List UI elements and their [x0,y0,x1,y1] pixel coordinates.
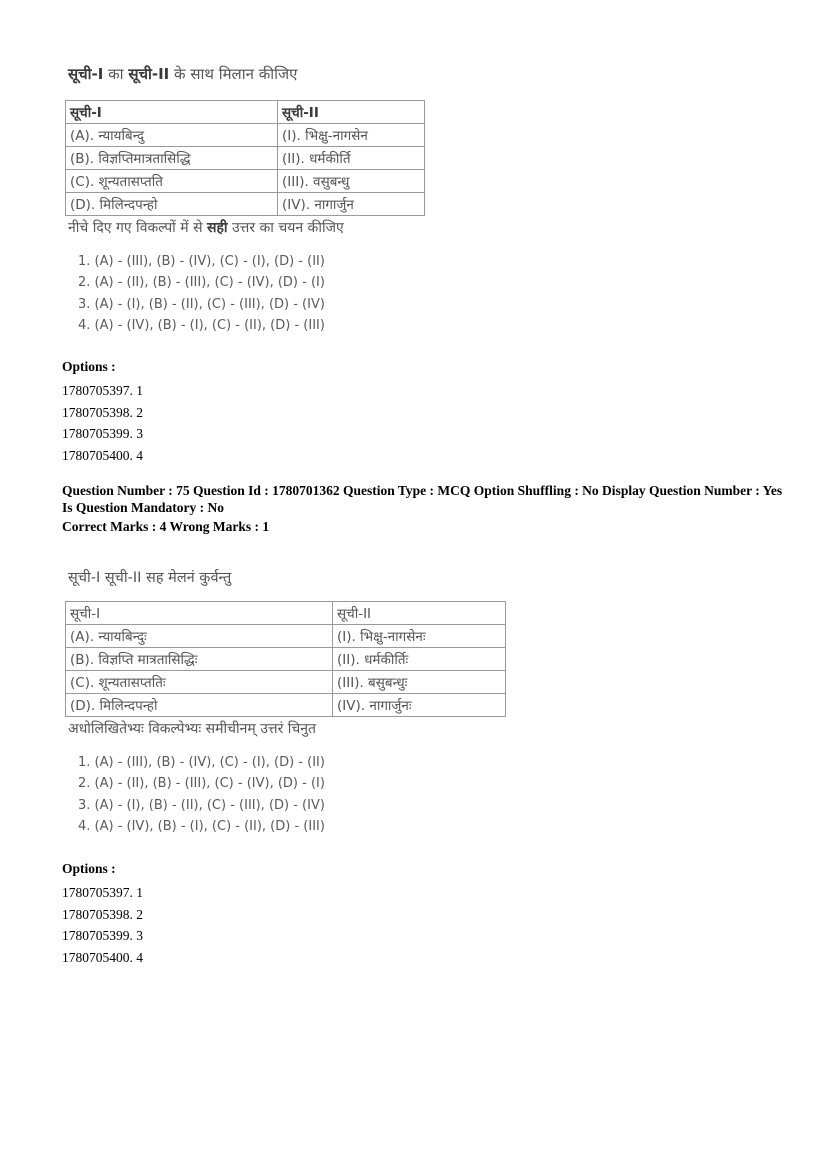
choice-line: 4. (A) - (IV), (B) - (I), (C) - (II), (D) - (III) [78,317,325,333]
match-table-sanskrit [65,601,506,717]
table-row [66,671,506,694]
column-header-list1: सूची-I [66,101,278,124]
option-id-list [62,882,143,969]
choice-line: 3. (A) - (I), (B) - (II), (C) - (III), (D) - (IV) [78,296,325,312]
table-cell: (D). मिलिन्दपन्हो [66,193,278,216]
option-id: 1780705397. 1 [62,383,143,398]
table-cell: (IV). नागार्जुन [278,193,425,216]
match-table-hindi [65,100,425,216]
table-cell: (C). शून्यतासप्ततिः [66,671,333,694]
table-row [66,648,506,671]
title-text: के साथ मिलान कीजिए [169,65,298,83]
table-cell: (D). मिलिन्दपन्हो [66,694,333,717]
instruction-bold-word: सही [207,220,228,236]
option-id: 1780705397. 1 [62,885,143,900]
options-label: Options : [62,359,116,374]
option-id: 1780705400. 4 [62,448,143,464]
table-row [66,625,506,648]
table-cell: (A). न्यायबिन्दुः [66,625,333,648]
list1-label: सूची-I [68,65,104,83]
choice-line: 1. (A) - (III), (B) - (IV), (C) - (I), (D) - (II) [78,254,325,269]
table-cell: (I). भिक्षु-नागसेनः [333,625,506,648]
list2-label: सूची-II [128,65,170,83]
column-header-list2: सूची-II [333,602,506,625]
match-question-title-sanskrit: सूची-I सूची-II सह मेलनं कुर्वन्तु [68,570,232,586]
table-cell: (III). बसुबन्धुः [333,671,506,694]
option-id: 1780705399. 3 [62,426,143,442]
table-row [66,124,425,147]
column-header-list1: सूची-I [66,602,333,625]
table-cell: (II). धर्मकीर्तिः [333,648,506,671]
question-marks-line: Correct Marks : 4 Wrong Marks : 1 [62,519,270,534]
select-answer-instruction-hindi [68,218,344,237]
option-id: 1780705399. 3 [62,928,143,944]
table-cell: (IV). नागार्जुनः [333,694,506,717]
table-cell: (A). न्यायबिन्दु [66,124,278,147]
table-header-row [66,602,506,625]
table-row [66,193,425,216]
option-id-list [62,380,143,467]
choice-line: 3. (A) - (I), (B) - (II), (C) - (III), (D) - (IV) [78,797,325,813]
title-text: का [103,65,129,83]
option-id: 1780705400. 4 [62,950,143,966]
choice-line: 2. (A) - (II), (B) - (III), (C) - (IV), (D) - (I) [78,776,325,792]
table-row [66,694,506,717]
match-question-title-hindi [68,64,297,84]
option-id: 1780705398. 2 [62,906,143,922]
table-cell: (C). शून्यतासप्तति [66,170,278,193]
table-row [66,170,425,193]
table-cell: (I). भिक्षु-नागसेन [278,124,425,147]
question-metadata-header: Question Number : 75 Question Id : 1780701362 Question Type : MCQ Option Shuffling : No Display Question Number : Yes Is Question Mandatory : No [62,483,783,515]
column-header-list2: सूची-II [278,101,425,124]
choice-line: 2. (A) - (II), (B) - (III), (C) - (IV), (D) - (I) [78,275,325,291]
table-cell: (III). वसुबन्धु [278,170,425,193]
table-cell: (II). धर्मकीर्ति [278,147,425,170]
table-cell: (B). विज्ञप्तिमात्रतासिद्धि [66,147,278,170]
table-cell: (B). विज्ञप्ति मात्रतासिद्धिः [66,648,333,671]
select-answer-instruction-sanskrit: अधोलिखितेभ्यः विकल्पेभ्यः समीचीनम् उत्तरं चिनुत [68,721,317,737]
options-label: Options : [62,861,116,876]
choice-line: 4. (A) - (IV), (B) - (I), (C) - (II), (D) - (III) [78,818,325,834]
answer-choices-hindi [78,251,325,336]
choice-line: 1. (A) - (III), (B) - (IV), (C) - (I), (D) - (II) [78,755,325,770]
answer-choices-sanskrit [78,752,325,837]
table-header-row [66,101,425,124]
option-id: 1780705398. 2 [62,404,143,420]
instruction-text: नीचे दिए गए विकल्पों में से [68,220,207,236]
instruction-text: उत्तर का चयन कीजिए [227,220,344,236]
table-row [66,147,425,170]
